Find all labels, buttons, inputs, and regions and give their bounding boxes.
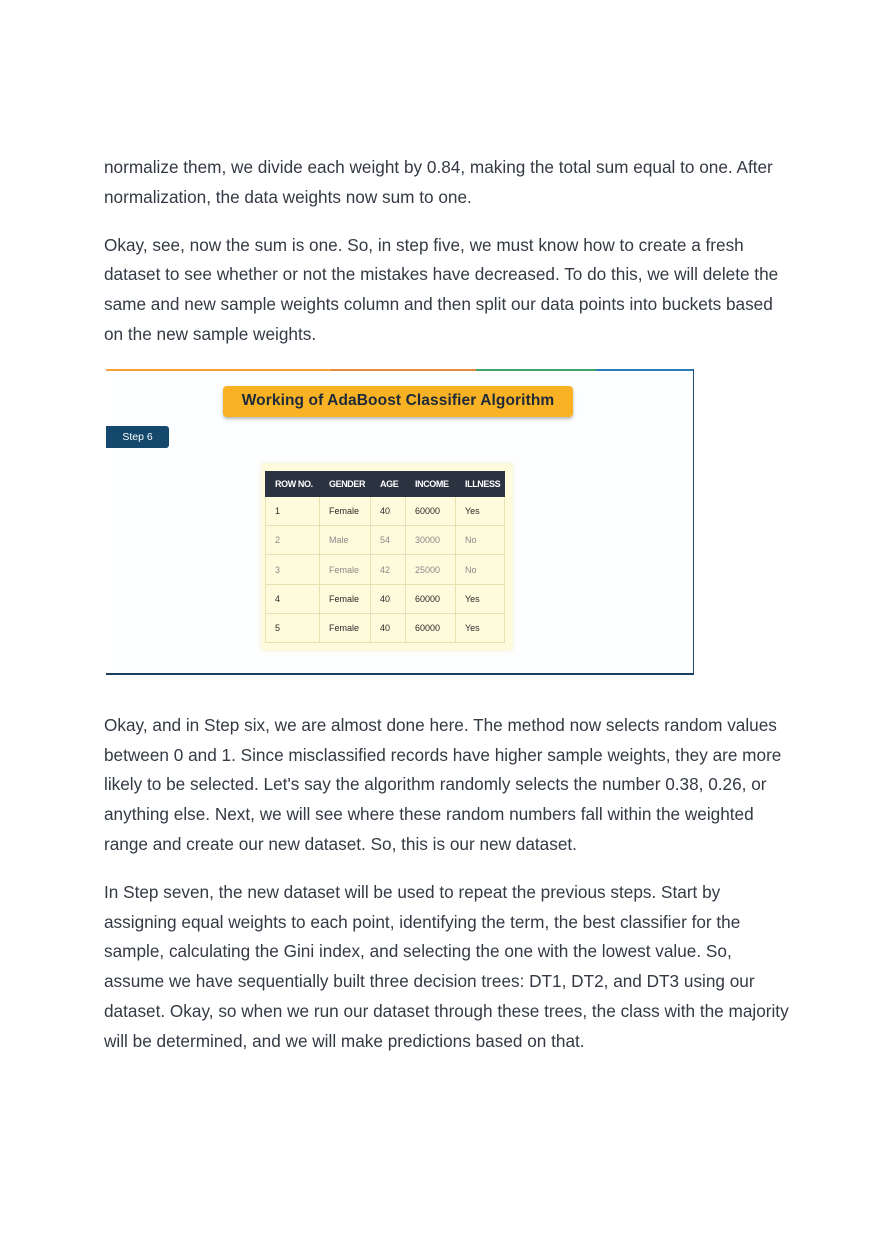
document-body [104,153,794,1075]
table-cell: 40 [371,613,406,642]
paragraph-step-six: Okay, and in Step six, we are almost done here. The method now selects random values between 0 and 1. Since misclassified records have higher sample weights, they are more likely to be selected. Let's say the algorithm randomly selects the number 0.38, 0.26, or anything else. Next, we will see where these random numbers fall within the weighted range and create our new dataset. So, this is our new dataset. [104,714,782,854]
table-cell: Female [320,496,371,525]
table-cell: Female [320,613,371,642]
table-cell: 60000 [406,496,456,525]
table-cell: Yes [456,584,505,613]
table-header-row [266,471,505,496]
figure-title-banner: Working of AdaBoost Classifier Algorithm [223,386,573,417]
paragraph-step-seven: In Step seven, the new dataset will be used to repeat the previous steps. Start by assigning equal weights to each point, identifying the term, the best classifier for the sample, calculating the Gini index, and selecting the one with the lowest value. So, assume we have sequentially built three decision trees: DT1, DT2, and DT3 using our dataset. Okay, so when we run our dataset through these trees, the class with the majority will be determined, and we will make predictions based on that. [104,881,789,1051]
column-header-age: AGE [371,471,406,496]
table-row [266,526,505,555]
table-cell: Yes [456,496,505,525]
table-cell: Female [320,584,371,613]
table-cell: 40 [371,584,406,613]
table-cell: 3 [266,555,320,584]
table-row [266,584,505,613]
column-header-illness: ILLNESS [456,471,505,496]
paragraph-normalization: normalize them, we divide each weight by 0.84, making the total sum equal to one. After normalization, the data weights now sum to one. [104,157,773,207]
table-cell: Male [320,526,371,555]
table-cell: Female [320,555,371,584]
dataset-table [265,471,505,643]
table-cell: No [456,526,505,555]
table-cell: 4 [266,584,320,613]
adaboost-figure [106,369,694,675]
table-cell: 60000 [406,613,456,642]
table-cell: 54 [371,526,406,555]
column-header-income: INCOME [406,471,456,496]
table-row [266,613,505,642]
table-cell: 40 [371,496,406,525]
table-row [266,496,505,525]
table-cell: Yes [456,613,505,642]
table-cell: 2 [266,526,320,555]
table-cell: 5 [266,613,320,642]
table-cell: No [456,555,505,584]
table-cell: 25000 [406,555,456,584]
column-header-row-no: ROW NO. [266,471,320,496]
table-row [266,555,505,584]
table-cell: 1 [266,496,320,525]
figure-top-accent-line [106,369,693,371]
dataset-table-container [262,464,512,650]
table-cell: 42 [371,555,406,584]
table-cell: 30000 [406,526,456,555]
paragraph-step-five: Okay, see, now the sum is one. So, in step five, we must know how to create a fresh dataset to see whether or not the mistakes have decreased. To do this, we will delete the same and new sample weights column and then split our data points into buckets based on the new sample weights. [104,234,779,344]
table-cell: 60000 [406,584,456,613]
column-header-gender: GENDER [320,471,371,496]
step-badge: Step 6 [106,426,169,448]
